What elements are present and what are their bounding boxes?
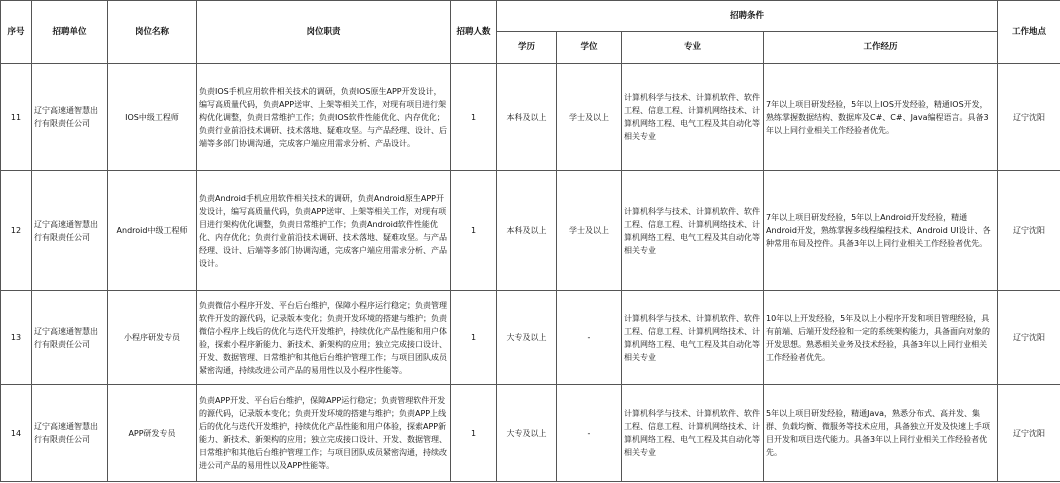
header-count: 招聘人数 bbox=[451, 1, 497, 64]
cell-duty: 负责IOS手机应用软件相关技术的调研，负责IOS原生APP开发设计，编写高质量代码，负责APP送审、上架等相关工作，对现有项目进行架构优化调整，负责日常维护工作；负责IOS软件性能优化、内存优化；负责行业前沿技术调研、技术落地、疑难攻坚。与产品经理、设计、后端等多部门协调沟通，完成客户端应用需求分析、产品设计。 bbox=[197, 64, 451, 171]
cell-location: 辽宁沈阳 bbox=[998, 171, 1060, 291]
cell-degree: - bbox=[557, 385, 622, 482]
cell-degree: - bbox=[557, 291, 622, 385]
header-experience: 工作经历 bbox=[764, 32, 998, 64]
cell-education: 本科及以上 bbox=[497, 171, 557, 291]
header-position: 岗位名称 bbox=[108, 1, 197, 64]
cell-degree: 学士及以上 bbox=[557, 171, 622, 291]
header-major: 专业 bbox=[622, 32, 764, 64]
cell-duty: 负责微信小程序开发、平台后台维护，保障小程序运行稳定；负责管理软件开发的源代码，记录版本变化；负责开发环境的搭建与维护；负责微信小程序上线后的优化与迭代开发维护，持续优化产品性能和用户体验，探索小程序新能力、新技术、新架构的应用；独立完成接口设计、开发、数据管理、日常维护和其他后台维护管理工作；与项目团队成员紧密沟通，持续改进公司产品的易用性以及小程序性能等。 bbox=[197, 291, 451, 385]
cell-location: 辽宁沈阳 bbox=[998, 64, 1060, 171]
table-row bbox=[1, 291, 1060, 385]
header-unit: 招聘单位 bbox=[32, 1, 108, 64]
cell-count: 1 bbox=[451, 64, 497, 171]
cell-seq: 12 bbox=[1, 171, 32, 291]
cell-duty: 负责Android手机应用软件相关技术的调研，负责Android原生APP开发设计，编写高质量代码，负责APP送审、上架等相关工作，对现有项目进行架构优化调整，负责日常维护工作；负责Android软件性能优化、内存优化；负责行业前沿技术调研、技术落地、疑难攻坚。与产品经理、设计、后端等多部门协调沟通，完成客户端应用需求分析、产品设计。 bbox=[197, 171, 451, 291]
cell-position: 小程序研发专员 bbox=[108, 291, 197, 385]
table-row bbox=[1, 171, 1060, 291]
cell-major: 计算机科学与技术、计算机软件、软件工程、信息工程、计算机网络技术、计算机网络工程、电气工程及其自动化等相关专业 bbox=[622, 64, 764, 171]
header-duty: 岗位职责 bbox=[197, 1, 451, 64]
cell-count: 1 bbox=[451, 385, 497, 482]
cell-location: 辽宁沈阳 bbox=[998, 291, 1060, 385]
cell-seq: 13 bbox=[1, 291, 32, 385]
cell-seq: 14 bbox=[1, 385, 32, 482]
cell-position: Android中级工程师 bbox=[108, 171, 197, 291]
header-degree: 学位 bbox=[557, 32, 622, 64]
header-conditions: 招聘条件 bbox=[497, 1, 998, 32]
cell-major: 计算机科学与技术、计算机软件、软件工程、信息工程、计算机网络技术、计算机网络工程、电气工程及其自动化等相关专业 bbox=[622, 291, 764, 385]
cell-experience: 7年以上项目研发经验，5年以上IOS开发经验，精通IOS开发，熟练掌握数据结构、数据库及C#、C#、Java编程语言。具备3年以上同行业相关工作经验者优先。 bbox=[764, 64, 998, 171]
cell-unit: 辽宁高速通智慧出行有限责任公司 bbox=[32, 385, 108, 482]
table-row bbox=[1, 64, 1060, 171]
cell-position: IOS中级工程师 bbox=[108, 64, 197, 171]
cell-seq: 11 bbox=[1, 64, 32, 171]
cell-education: 本科及以上 bbox=[497, 64, 557, 171]
header-education: 学历 bbox=[497, 32, 557, 64]
cell-experience: 10年以上开发经验，5年及以上小程序开发和项目管理经验，具有前端、后端开发经验和一定的系统架构能力，具备面向对象的开发思想。熟悉相关业务及技术经验，具备3年以上同行业相关工作经验者优先。 bbox=[764, 291, 998, 385]
header-seq: 序号 bbox=[1, 1, 32, 64]
cell-unit: 辽宁高速通智慧出行有限责任公司 bbox=[32, 64, 108, 171]
cell-unit: 辽宁高速通智慧出行有限责任公司 bbox=[32, 171, 108, 291]
cell-education: 大专及以上 bbox=[497, 291, 557, 385]
header-location: 工作地点 bbox=[998, 1, 1060, 64]
cell-major: 计算机科学与技术、计算机软件、软件工程、信息工程、计算机网络技术、计算机网络工程、电气工程及其自动化等相关专业 bbox=[622, 385, 764, 482]
cell-degree: 学士及以上 bbox=[557, 64, 622, 171]
cell-education: 大专及以上 bbox=[497, 385, 557, 482]
cell-experience: 5年以上项目研发经验，精通Java，熟悉分布式、高并发、集群、负载均衡、微服务等技术应用，具备独立开发及快速上手项目开发和项目迭代能力。具备3年以上同行业相关工作经验者优先。 bbox=[764, 385, 998, 482]
cell-position: APP研发专员 bbox=[108, 385, 197, 482]
cell-duty: 负责APP开发、平台后台维护，保障APP运行稳定；负责管理软件开发的源代码，记录版本变化；负责开发环境的搭建与维护；负责APP上线后的优化与迭代开发维护，持续优化产品性能和用户体验，探索APP新能力、新技术、新架构的应用；独立完成接口设计、开发、数据管理、日常维护和其他后台维护管理工作；与项目团队成员紧密沟通，持续改进公司产品的易用性以及APP性能等。 bbox=[197, 385, 451, 482]
table-row bbox=[1, 385, 1060, 482]
cell-major: 计算机科学与技术、计算机软件、软件工程、信息工程、计算机网络技术、计算机网络工程、电气工程及其自动化等相关专业 bbox=[622, 171, 764, 291]
cell-experience: 7年以上项目研发经验，5年以上Android开发经验，精通Android开发，熟练掌握多线程编程技术、Android UI设计、各种常用布局及控件。具备3年以上同行业相关工作经验者优先。 bbox=[764, 171, 998, 291]
cell-count: 1 bbox=[451, 291, 497, 385]
cell-unit: 辽宁高速通智慧出行有限责任公司 bbox=[32, 291, 108, 385]
cell-count: 1 bbox=[451, 171, 497, 291]
cell-location: 辽宁沈阳 bbox=[998, 385, 1060, 482]
